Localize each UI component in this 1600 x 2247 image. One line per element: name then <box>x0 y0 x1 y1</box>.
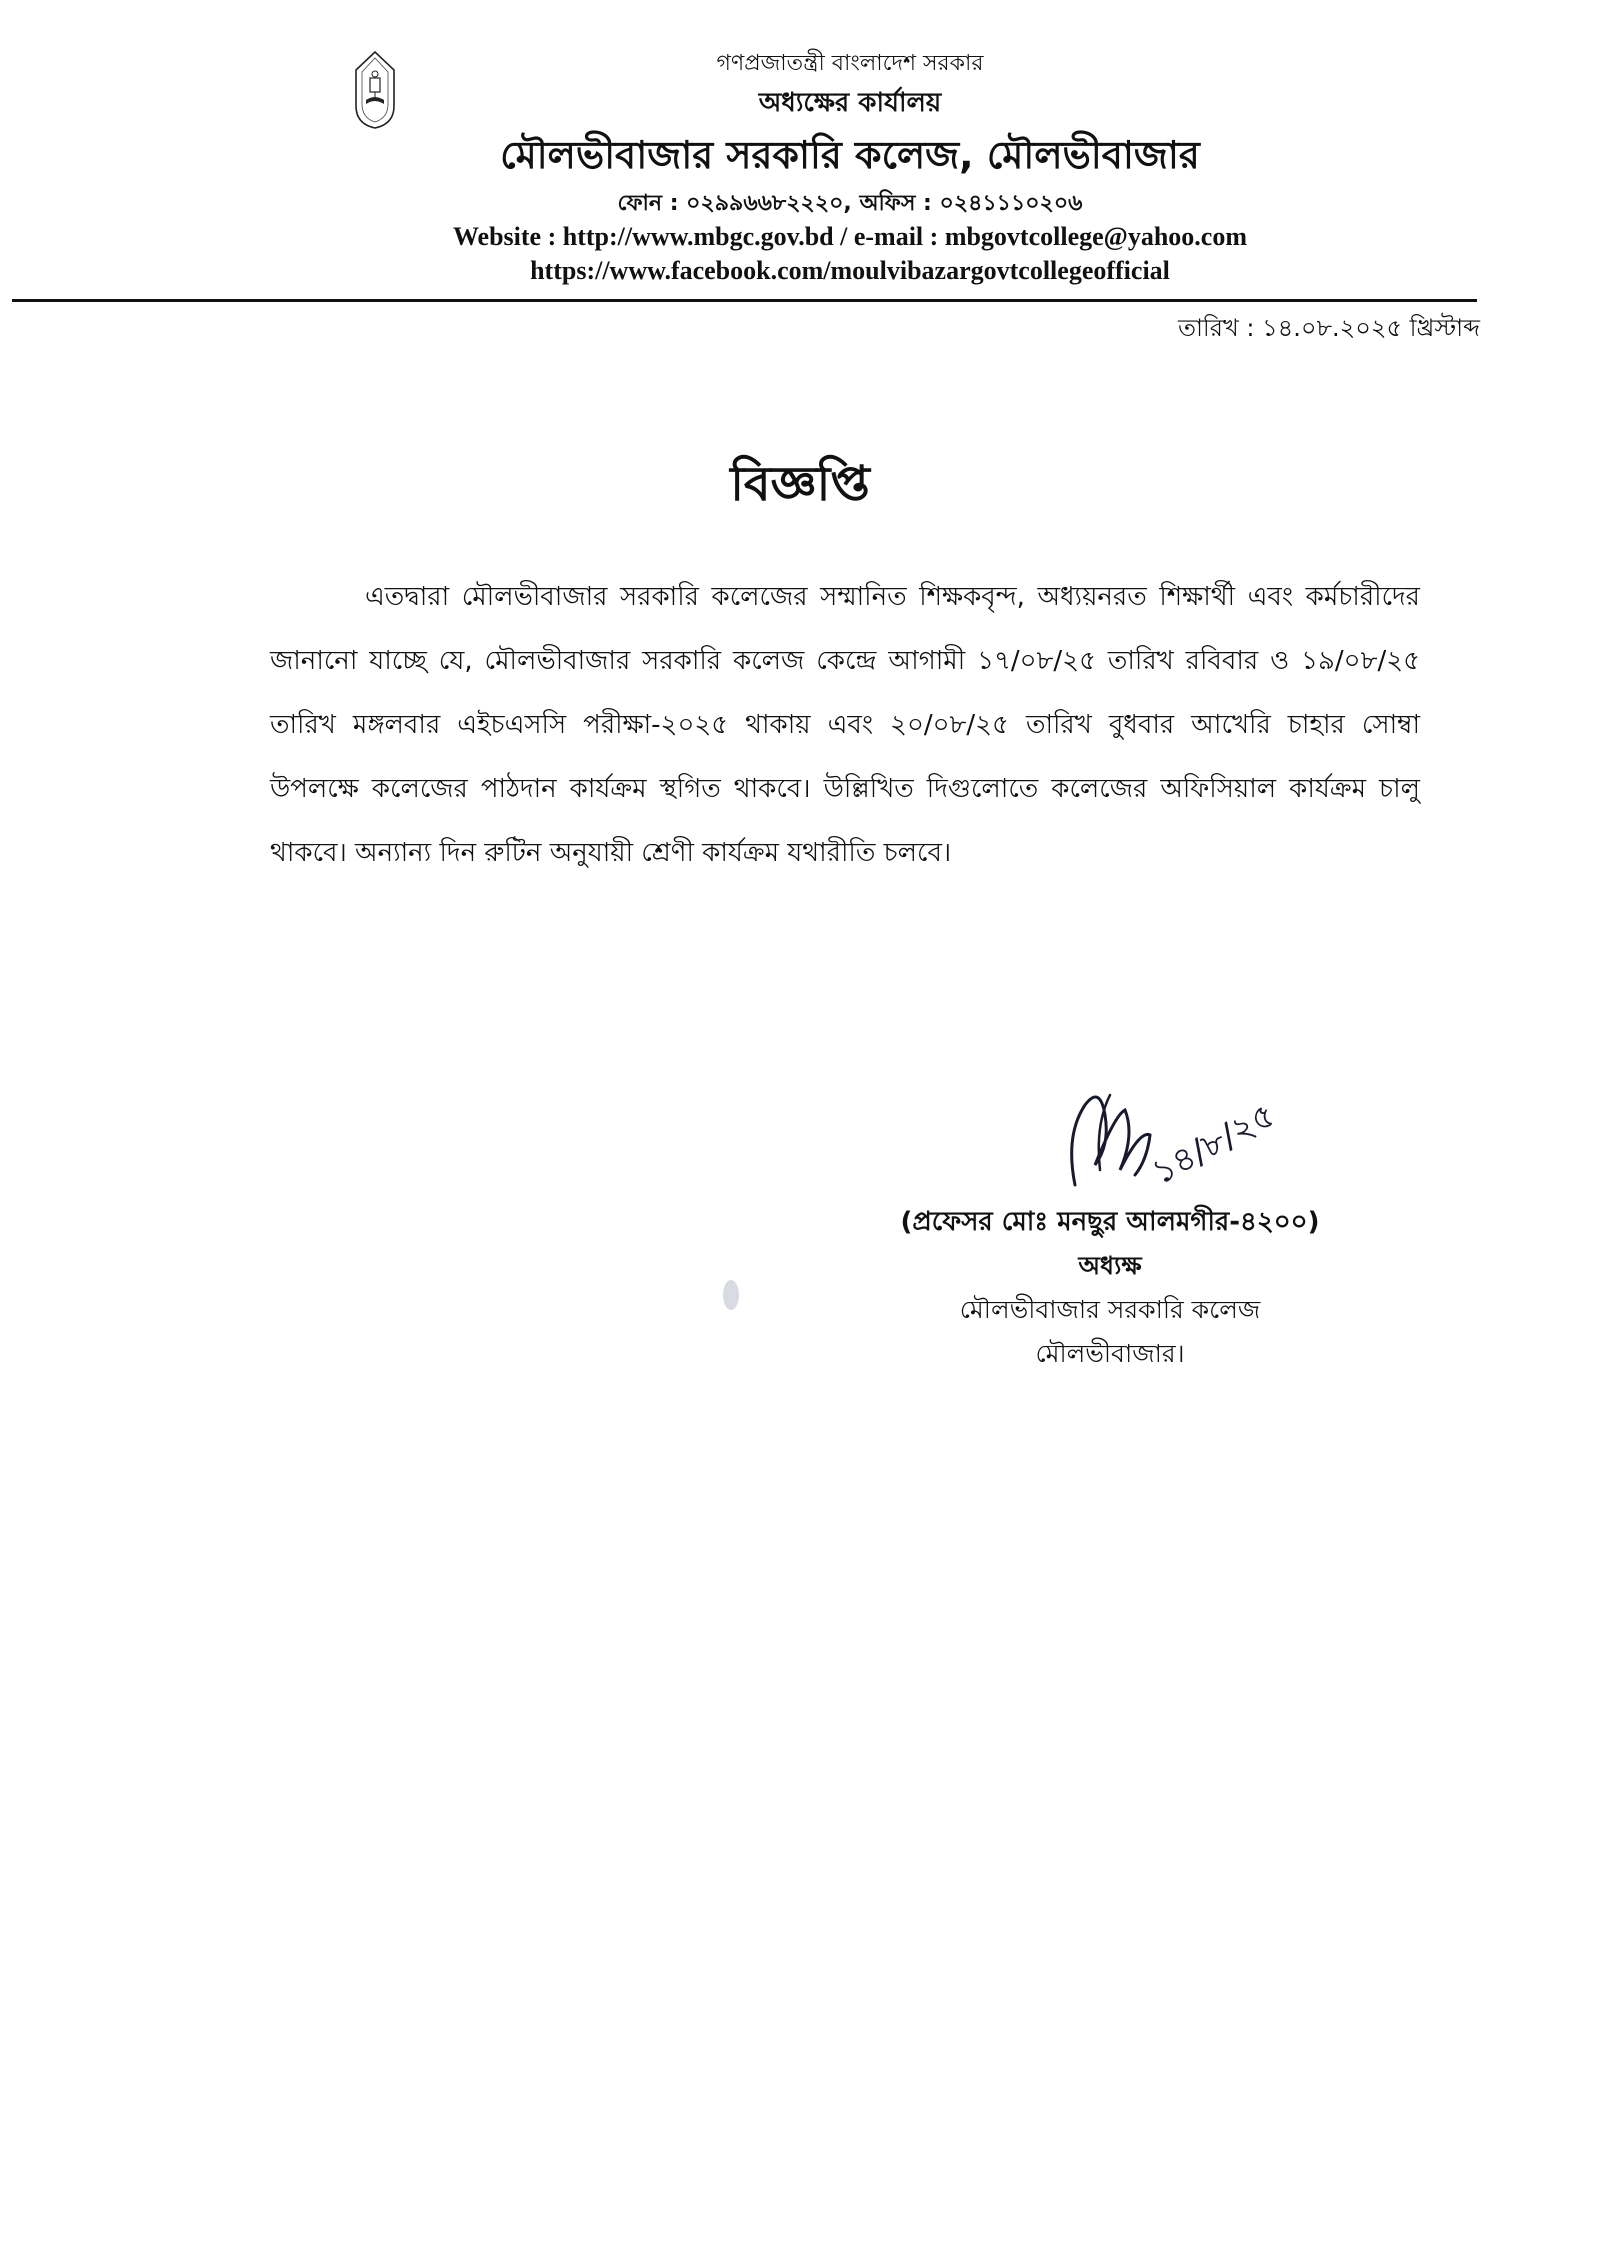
office-name: অধ্যক্ষের কার্যালয় <box>758 88 942 118</box>
facebook-link: https://www.facebook.com/moulvibazargovtcollegeofficial <box>530 256 1170 285</box>
signature-block <box>870 1200 1350 1376</box>
scan-smudge <box>723 1280 739 1310</box>
signatory-place: মৌলভীবাজার। <box>1035 1339 1185 1368</box>
signatory-name: (প্রফেসর মোঃ মনছুর আলমগীর-৪২০০) <box>900 1207 1320 1237</box>
signatory-designation: অধ্যক্ষ <box>1078 1251 1142 1280</box>
signatory-college: মৌলভীবাজার সরকারি কলেজ <box>959 1295 1261 1324</box>
notice-title: বিজ্ঞপ্তি <box>730 456 870 512</box>
notice-date: তারিখ : ১৪.০৮.২০২৫ খ্রিস্টাব্দ <box>1177 314 1480 342</box>
header-divider <box>12 299 1477 302</box>
handwritten-signature <box>1055 1075 1315 1205</box>
government-name: গণপ্রজাতন্ত্রী বাংলাদেশ সরকার <box>716 51 984 76</box>
signature-date: ১৪/৮/২৫ <box>1145 1095 1282 1193</box>
college-name: মৌলভীবাজার সরকারি কলেজ, মৌলভীবাজার <box>500 133 1200 177</box>
website-email: Website : http://www.mbgc.gov.bd / e-mail : mbgovtcollege@yahoo.com <box>452 222 1247 251</box>
notice-body: এতদ্বারা মৌলভীবাজার সরকারি কলেজের সম্মানিত শিক্ষকবৃন্দ, অধ্যয়নরত শিক্ষার্থী এবং কর্মচারীদের জানানো যাচ্ছে যে, মৌলভীবাজার সরকারি কলেজ কেন্দ্রে আগামী ১৭/০৮/২৫ তারিখ রবিবার ও ১৯/০৮/২৫ তারিখ মঙ্গলবার এইচএসসি পরীক্ষা-২০২৫ থাকায় এবং ২০/০৮/২৫ তারিখ বুধবার আখেরি চাহার সোম্বা উপলক্ষে কলেজের পাঠদান কার্যক্রম স্থগিত থাকবে। উল্লিখিত দিগুলোতে কলেজের অফিসিয়াল কার্যক্রম চালু থাকবে। অন্যান্য দিন রুটিন অনুযায়ী শ্রেণী কার্যক্রম যথারীতি চলবে। <box>270 582 1420 868</box>
phone-numbers: ফোন : ০২৯৯৬৬৮২২২০, অফিস : ০২৪১১১০২০৬ <box>617 191 1083 216</box>
